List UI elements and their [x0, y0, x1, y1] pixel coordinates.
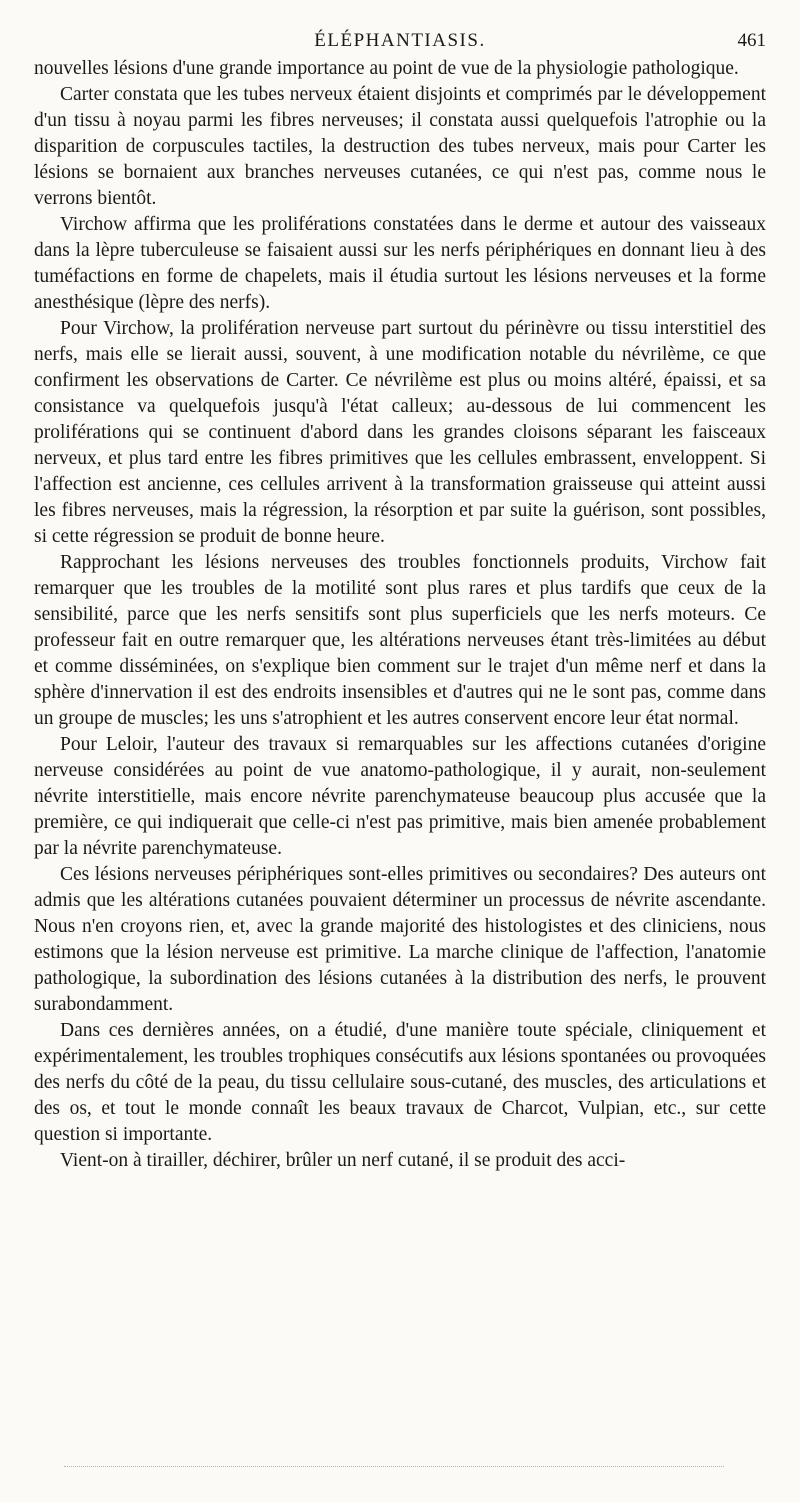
paragraph-continuation: nouvelles lésions d'une grande importance au point de vue de la physiologie pathologique.: [34, 58, 739, 79]
paragraph-virchow-nerve: Pour Virchow, la prolifération nerveuse part surtout du périnèvre ou tissu interstitiel des nerfs, mais elle se lierait aussi, souvent, à une modification notable du névrilème, ce que confirment les observations de Carter. Ce névrilème est plus ou moins altéré, épaissi, et sa consistance va quelquefois jusqu'à l'état calleux; au-dessous de lui commencent les proliférations qui se continuent d'abord dans les grandes cloisons séparant les faisceaux nerveux, et plus tard entre les fibres primitives que les cellules embrassent, enveloppent. Si l'affection est ancienne, ces cellules arrivent à la transformation graisseuse qui atteint aussi les fibres nerveuses, mais la régression, la résorption et par suite la guérison, sont possibles, si cette régression se produit de bonne heure.: [34, 318, 766, 547]
paragraph-carter: Carter constata que les tubes nerveux étaient disjoints et comprimés par le développement d'un tissu à noyau parmi les fibres nerveuses; il constata aussi quelquefois l'atrophie ou la disparition de corpuscules tactiles, la destruction des tubes nerveux, mais pour Carter les lésions se bornaient aux branches nerveuses cutanées, ce qui n'est pas, comme nous le verrons bientôt.: [34, 84, 766, 209]
bleed-through-trace: [64, 1466, 724, 1469]
page-header: [34, 26, 766, 56]
paragraph-motility: Rapprochant les lésions nerveuses des troubles fonctionnels produits, Virchow fait remarquer que les troubles de la motilité sont plus rares et plus tardifs que ceux de la sensibilité, parce que les nerfs sensitifs sont plus superficiels que les nerfs moteurs. Ce professeur fait en outre remarquer que, les altérations nerveuses étant très-limitées au début et comme disséminées, on s'explique bien comment sur le trajet d'un même nerf et dans la sphère d'innervation il est des endroits insensibles et d'autres qui ne le sont pas, comme dans un groupe de muscles; les uns s'atrophient et les autres conservent encore leur état normal.: [34, 552, 766, 729]
paragraph-virchow-proliferations: Virchow affirma que les proliférations constatées dans le derme et autour des vaisseaux dans la lèpre tuberculeuse se faisaient aussi sur les nerfs périphériques en donnant lieu à des tuméfactions en forme de chapelets, mais il étudia surtout les lésions nerveuses et la forme anesthésique (lèpre des nerfs).: [34, 214, 766, 313]
body-text: [34, 56, 766, 1174]
document-page: [34, 26, 766, 1174]
paragraph-primitive-lesions: Ces lésions nerveuses périphériques sont-elles primitives ou secondaires? Des auteurs ont admis que les altérations cutanées pouvaient déterminer un processus de névrite ascendante. Nous n'en croyons rien, et, avec la grande majorité des histologistes et des cliniciens, nous estimons que la lésion nerveuse est primitive. La marche clinique de l'affection, l'anatomie pathologique, la subordination des lésions cutanées à la distribution des nerfs, le prouvent surabondamment.: [34, 864, 766, 1015]
paragraph-final-line: Vient-on à tirailler, déchirer, brûler un nerf cutané, il se produit des acci-: [60, 1150, 626, 1171]
paragraph-leloir: Pour Leloir, l'auteur des travaux si remarquables sur les affections cutanées d'origine nerveuse considérées au point de vue anatomo-pathologique, il y aurait, non-seulement névrite interstitielle, mais encore névrite parenchymateuse beaucoup plus accusée que la première, ce qui indiquerait que celle-ci n'est pas primitive, mais bien amenée probablement par la névrite parenchymateuse.: [34, 734, 766, 859]
page-number: 461: [737, 30, 766, 51]
paragraph-trophic-troubles: Dans ces dernières années, on a étudié, d'une manière toute spéciale, cliniquement et expérimentalement, les troubles trophiques consécutifs aux lésions spontanées ou provoquées des nerfs du côté de la peau, du tissu cellulaire sous-cutané, des muscles, des articulations et des os, et tout le monde connaît les beaux travaux de Charcot, Vulpian, etc., sur cette question si importante.: [34, 1020, 766, 1145]
running-head: ÉLÉPHANTIASIS.: [314, 30, 486, 51]
